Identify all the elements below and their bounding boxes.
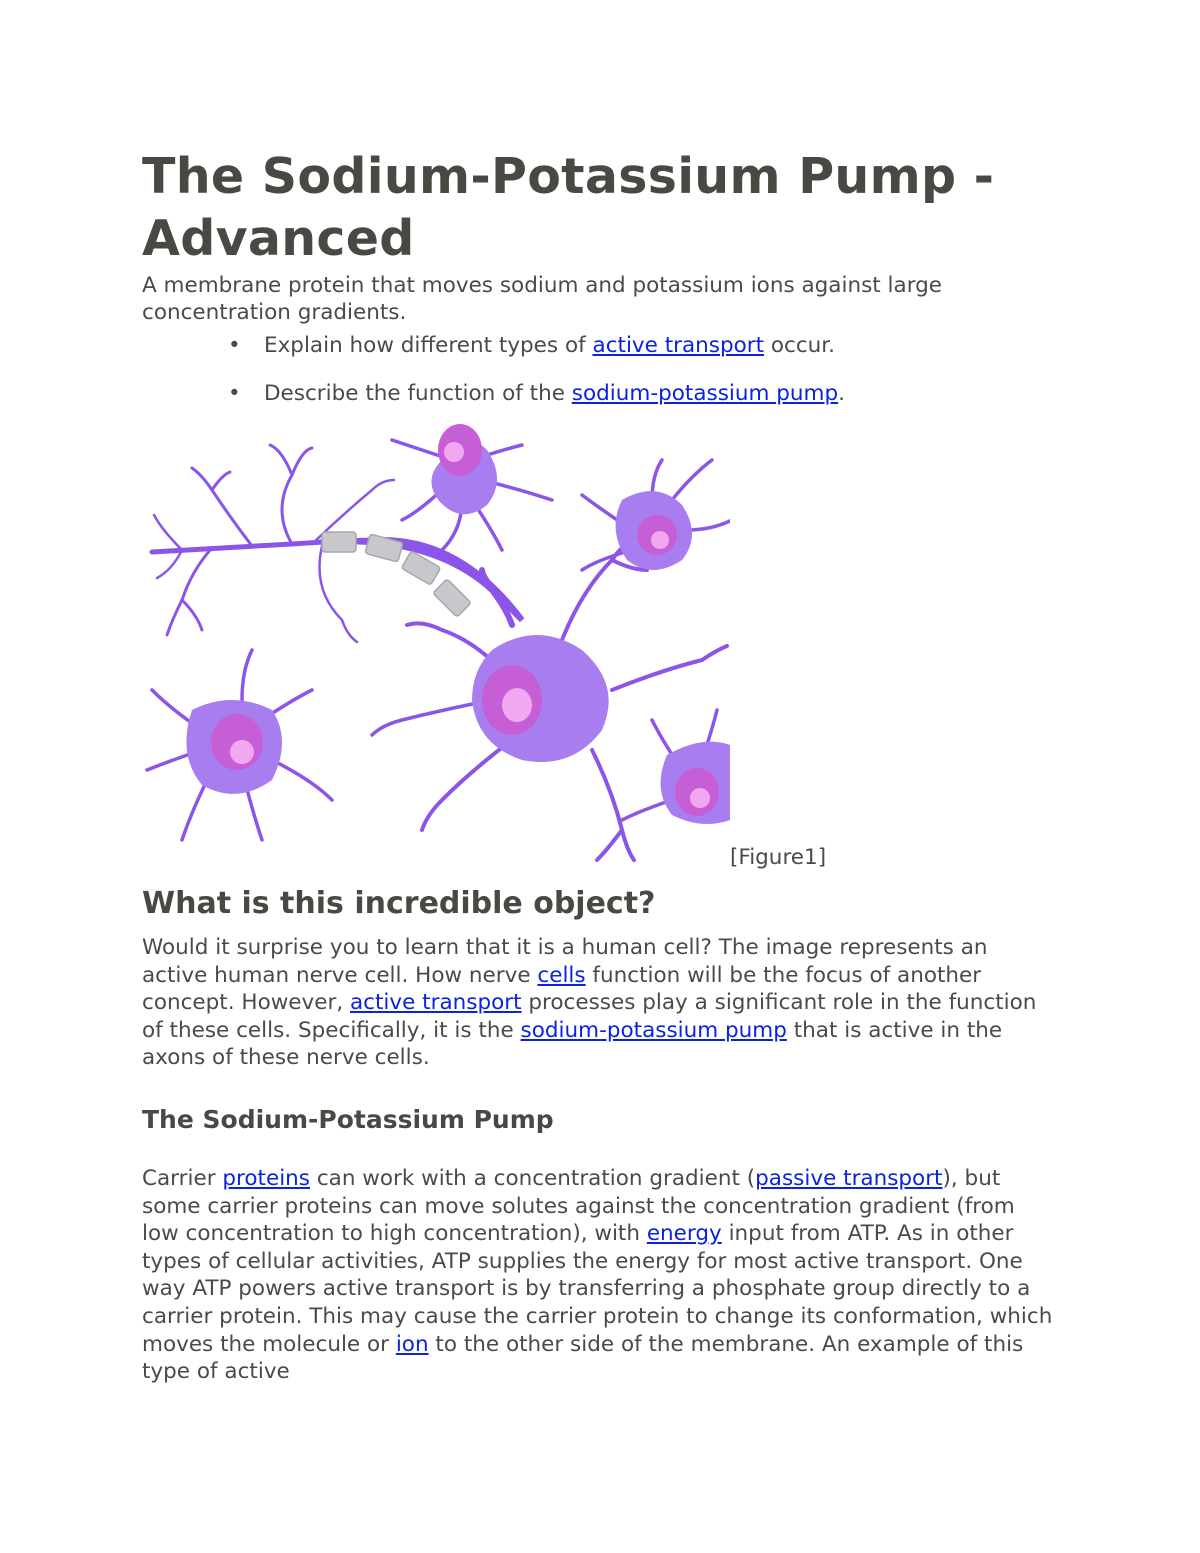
link-sodium-potassium-pump[interactable]: sodium-potassium pump bbox=[571, 381, 839, 406]
subtitle: A membrane protein that moves sodium and potassium ions against large concentration gradients. bbox=[142, 273, 943, 325]
bullet-icon: • bbox=[228, 333, 241, 358]
link-sodium-potassium-pump[interactable]: sodium-potassium pump bbox=[520, 1017, 787, 1043]
link-proteins[interactable]: proteins bbox=[222, 1166, 311, 1191]
section-paragraph: Carrier proteins can work with a concentration gradient (passive transport), but some carrier proteins can move solutes against the concentration gradient (from low concentration to high concentration), with energy input from ATP. As in other types of cellular activities, ATP supplies the energy for most active transport. One way ATP powers active transport is by transferring a phosphate group directly to a carrier protein. This may cause the carrier protein to change its conformation, which moves the molecule or ion to the other side of the membrane. An example of this type of active bbox=[142, 1166, 1053, 1385]
link-cells[interactable]: cells bbox=[537, 962, 586, 988]
link-energy[interactable]: energy bbox=[646, 1221, 722, 1247]
section-heading: The Sodium-Potassium Pump bbox=[142, 1105, 554, 1134]
neuron-figure bbox=[142, 420, 730, 865]
link-active-transport[interactable]: active transport bbox=[592, 333, 765, 358]
bullet-icon: • bbox=[228, 381, 241, 406]
section-paragraph: Would it surprise you to learn that it is a human cell? The image represents an active human nerve cell. How nerve cells function will be the focus of another concept. However, active transport processes play a significant role in the function of these cells. Specifically, it is the sodium-potassium pump that is active in the axons of these nerve cells. bbox=[142, 935, 1037, 1071]
link-passive-transport[interactable]: passive transport bbox=[755, 1166, 943, 1191]
neuron-illustration-icon bbox=[142, 420, 730, 865]
link-ion[interactable]: ion bbox=[395, 1331, 429, 1357]
link-active-transport[interactable]: active transport bbox=[350, 990, 522, 1016]
page-title: The Sodium-Potassium Pump - Advanced bbox=[142, 148, 995, 267]
section-heading: What is this incredible object? bbox=[142, 886, 656, 921]
figure-caption: [Figure1] bbox=[730, 845, 827, 870]
